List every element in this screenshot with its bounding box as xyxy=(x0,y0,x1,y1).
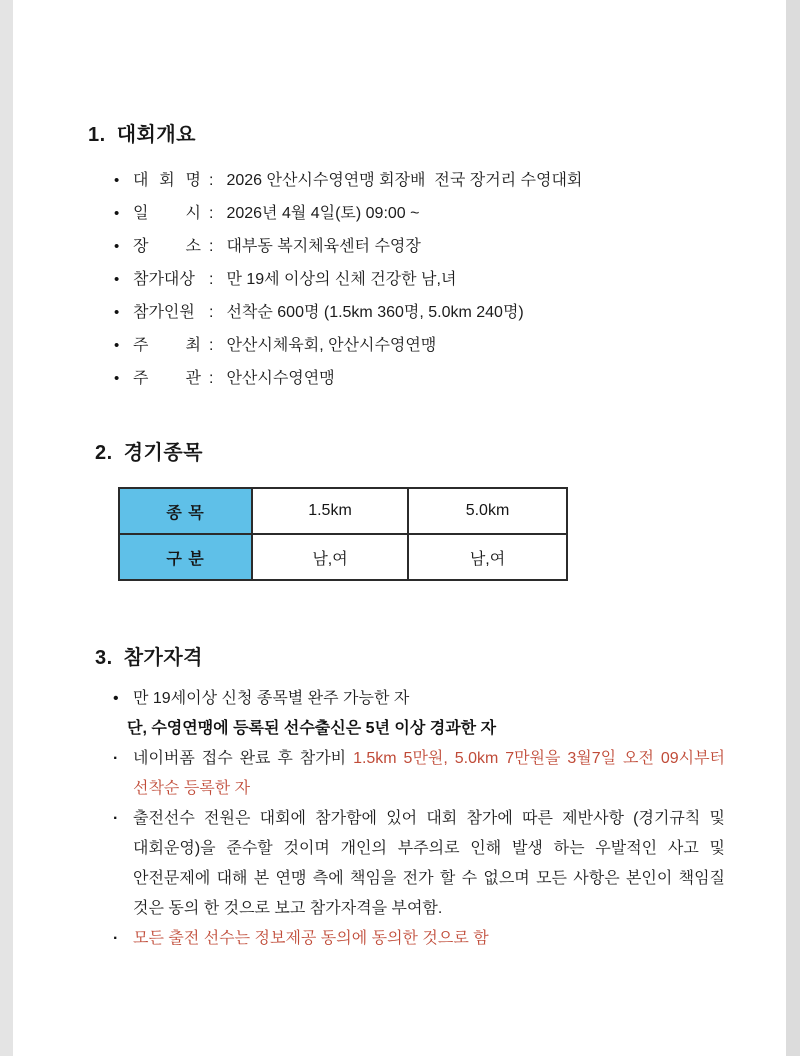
overview-value: 안산시수영연맹 xyxy=(226,370,335,387)
overview-colon: : xyxy=(209,271,214,288)
bullet-icon: • xyxy=(113,690,119,707)
overview-row-capacity xyxy=(88,296,738,329)
overview-row-host xyxy=(88,329,738,362)
consent-text-red: 모든 출전 선수는 정보제공 동의에 동의한 것으로 함 xyxy=(133,930,489,947)
overview-value: 선착순 600명 (1.5km 360명, 5.0km 240명) xyxy=(226,304,524,321)
events-table-cell-5-0km: 5.0km xyxy=(408,488,567,534)
bullet-icon: • xyxy=(114,337,120,354)
overview-colon: : xyxy=(209,304,214,321)
bullet-icon: • xyxy=(114,304,120,321)
registration-text-red: 1.5km 5만원, 5.0km 7만원을 3월7일 오전 09시부터 선착순 등록한 자 xyxy=(133,750,726,797)
section-qualification-number: 3. xyxy=(95,647,113,669)
events-table-cell-division-2: 남,여 xyxy=(408,534,567,580)
section-events-title: 경기종목 xyxy=(123,442,203,464)
bullet-icon: · xyxy=(113,810,119,827)
page-edge-left xyxy=(0,0,13,1056)
overview-label: 일 시 xyxy=(133,205,201,222)
overview-label: 대 회 명 xyxy=(133,172,201,189)
overview-value: 2026 안산시수영연맹 회장배 전국 장거리 수영대회 xyxy=(226,172,583,189)
bullet-icon: • xyxy=(114,205,120,222)
overview-row-venue xyxy=(88,230,738,263)
events-table-header-division: 구 분 xyxy=(119,534,252,580)
qualification-item-consent xyxy=(113,924,735,954)
section-overview-title: 대회개요 xyxy=(116,124,196,146)
overview-colon: : xyxy=(209,337,214,354)
overview-value: 안산시체육회, 안산시수영연맹 xyxy=(226,337,437,354)
overview-colon: : xyxy=(209,172,214,189)
bullet-icon: • xyxy=(114,172,120,189)
bullet-icon: • xyxy=(114,238,120,255)
qualification-item-athlete-note: 단, 수영연맹에 등록된 선수출신은 5년 이상 경과한 자 xyxy=(127,720,497,737)
section-qualification-heading xyxy=(95,641,735,670)
section-overview-number: 1. xyxy=(88,124,106,146)
bullet-icon: • xyxy=(114,370,120,387)
overview-colon: : xyxy=(209,205,214,222)
events-table xyxy=(118,487,568,581)
overview-row-eligibility xyxy=(88,263,738,296)
section-overview-heading xyxy=(88,118,738,147)
overview-row-datetime xyxy=(88,197,738,230)
responsibility-text: 출전선수 전원은 대회에 참가함에 있어 대회 참가에 따른 제반사항 (경기규칙 및 대회운영)을 준수할 것이며 개인의 부주의로 인해 발생 하는 우발적인 사고 및 안전문제에 대해 본 연맹 측에 책임을 전가 할 수 없으며 모든 사항은 본인이 책임질 것은 동의 한 것으로 보고 참가자격을 부여함. xyxy=(133,810,725,917)
table-row xyxy=(119,488,567,534)
overview-row-event-name xyxy=(88,164,738,197)
bullet-icon: • xyxy=(114,271,120,288)
section-overview xyxy=(88,118,738,395)
overview-label: 주 최 xyxy=(133,337,201,354)
overview-row-organizer xyxy=(88,362,738,395)
section-events-number: 2. xyxy=(95,442,113,464)
registration-text-black: 네이버폼 접수 완료 후 참가비 xyxy=(133,750,354,767)
qualification-list xyxy=(113,684,735,954)
events-table-cell-division-1: 남,여 xyxy=(252,534,408,580)
qualification-item-registration xyxy=(113,744,725,804)
overview-value: 대부동 복지체육센터 수영장 xyxy=(226,238,421,255)
events-table-header-event: 종 목 xyxy=(119,488,252,534)
section-events-heading xyxy=(95,436,203,465)
qualification-item-responsibility xyxy=(113,804,725,924)
overview-colon: : xyxy=(209,238,214,255)
overview-label: 참가대상 xyxy=(133,271,195,288)
overview-colon: : xyxy=(209,370,214,387)
section-qualification-title: 참가자격 xyxy=(123,647,203,669)
events-table-cell-1-5km: 1.5km xyxy=(252,488,408,534)
qualification-item-age xyxy=(113,684,735,714)
overview-value: 만 19세 이상의 신체 건강한 남,녀 xyxy=(226,271,457,288)
overview-list xyxy=(88,164,738,395)
overview-label: 참가인원 xyxy=(133,304,195,321)
bullet-icon: · xyxy=(113,930,119,947)
table-row xyxy=(119,534,567,580)
overview-label: 장 소 xyxy=(133,238,201,255)
bullet-icon: · xyxy=(113,750,119,767)
overview-value: 2026년 4월 4일(토) 09:00 ~ xyxy=(226,205,420,222)
section-qualification xyxy=(95,641,735,954)
page-edge-right xyxy=(786,0,800,1056)
qualification-item-age-text: 만 19세이상 신청 종목별 완주 가능한 자 xyxy=(133,690,410,707)
overview-label: 주 관 xyxy=(133,370,201,387)
